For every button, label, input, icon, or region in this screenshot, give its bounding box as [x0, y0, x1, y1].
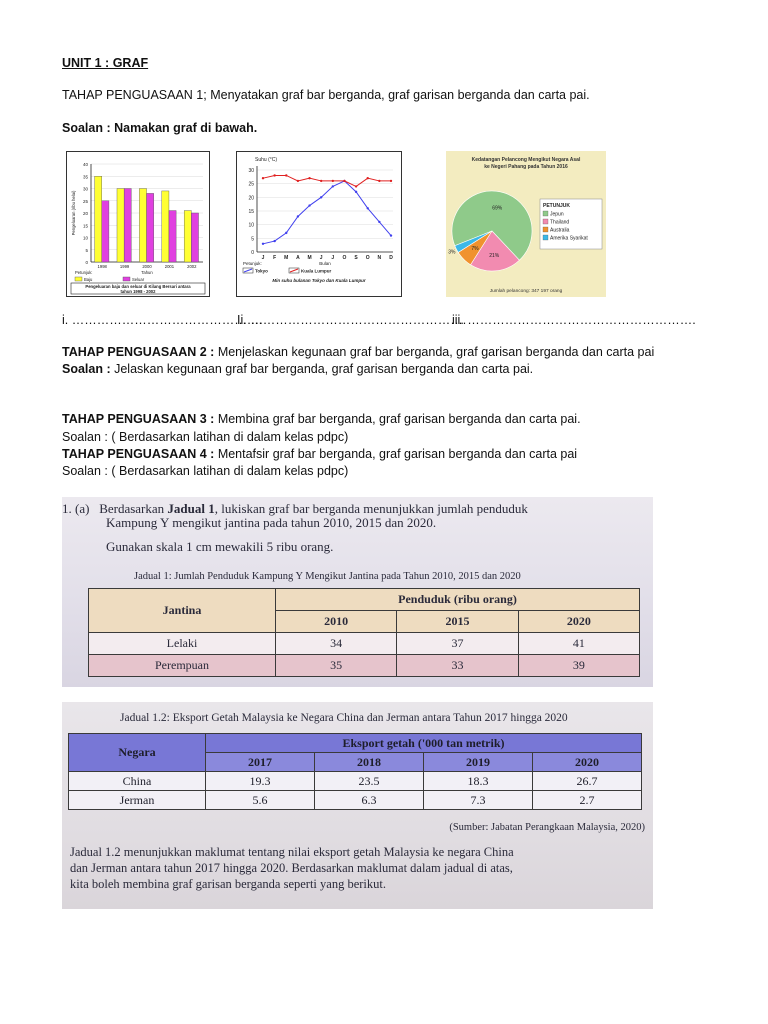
table-row: [69, 772, 642, 791]
series-line-tokyo: [263, 181, 391, 244]
photo2-row0-v3: 26.7: [533, 772, 642, 791]
data-point: [320, 180, 322, 182]
photo2-year-0: 2017: [206, 753, 315, 772]
y-tick-label: 25: [248, 181, 254, 188]
answer-i: i. ……………………………………….: [62, 313, 263, 327]
bar-baju: [117, 189, 124, 263]
photo2-row1-v2: 7.3: [424, 791, 533, 810]
data-point: [273, 240, 275, 242]
photo1-row1-label: Perempuan: [89, 655, 276, 677]
tp4-desc: Mentafsir graf bar berganda, graf garisan berganda dan carta pai: [214, 447, 578, 461]
answer-ii: Ii. …………………………………………….: [237, 313, 467, 327]
x-tick-label: O: [342, 255, 347, 261]
photo1-q-text-a: Berdasarkan: [99, 501, 168, 516]
pie-slice-label: 3%: [448, 249, 456, 256]
line-chart-figure: [236, 151, 402, 297]
data-point: [355, 185, 357, 187]
photo2-year-2: 2019: [424, 753, 533, 772]
data-point: [262, 177, 264, 179]
tp2-label: TAHAP PENGUASAAN 2 :: [62, 345, 215, 359]
unit-title: UNIT 1 : GRAF: [62, 56, 149, 70]
data-point: [367, 207, 369, 209]
y-tick-label: 20: [82, 211, 88, 216]
legend-entry: Thailand: [550, 219, 570, 226]
legend-swatch: [123, 277, 130, 281]
x-tick-label: M: [307, 255, 312, 261]
tp2-q-label: Soalan :: [62, 362, 111, 376]
data-point: [332, 180, 334, 182]
photo-question-2: [62, 702, 653, 909]
photo2-col-header: Eksport getah ('000 tan metrik): [206, 734, 642, 753]
x-tick-label: M: [284, 255, 289, 261]
photo1-col-group: Jantina: [89, 589, 276, 633]
photo1-row0-v2: 41: [518, 633, 639, 655]
answer-iii: iii. ……………………………………………….: [452, 313, 696, 327]
photo1-row0-v0: 34: [276, 633, 397, 655]
line-chart: [237, 152, 401, 296]
photo2-row0-v0: 19.3: [206, 772, 315, 791]
photo2-row1-label: Jerman: [69, 791, 206, 810]
x-axis-label: Bulan: [319, 261, 331, 266]
y-axis-label: Pengeluaran (ribu helai): [71, 190, 76, 236]
bar-seluar: [191, 213, 198, 262]
y-tick-label: 10: [248, 222, 254, 229]
legend-entry: Australia: [550, 227, 570, 234]
y-tick-label: 25: [82, 198, 88, 204]
photo2-col-group: Negara: [69, 734, 206, 772]
photo2-table-title: Jadual 1.2: Eksport Getah Malaysia ke Negara China dan Jerman antara Tahun 2017 hingga 2020: [120, 712, 568, 724]
tp3-label: TAHAP PENGUASAAN 3 :: [62, 412, 215, 426]
data-point: [378, 221, 380, 223]
photo2-year-3: 2020: [533, 753, 642, 772]
photo2-row0-v1: 23.5: [315, 772, 424, 791]
data-point: [332, 185, 334, 187]
legend-entry: Seluar: [132, 277, 145, 282]
bar-chart-figure: [66, 151, 210, 297]
legend-entry: Baju: [84, 277, 93, 282]
data-point: [378, 180, 380, 182]
pie-slice-label: 7%: [471, 245, 479, 252]
chart-caption: Min suhu bulanan Tokyo dan Kuala Lumpur: [272, 278, 366, 283]
photo1-row1-v1: 33: [397, 655, 518, 677]
x-tick-label: 2001: [164, 264, 175, 269]
legend-label: Petunjuk:: [75, 270, 93, 275]
x-tick-label: N: [377, 255, 382, 261]
y-tick-label: 15: [82, 223, 88, 229]
photo1-row0-v1: 37: [397, 633, 518, 655]
legend-swatch: [75, 277, 82, 281]
tp2-question: [62, 362, 533, 376]
x-tick-label: J: [261, 255, 265, 261]
y-tick-label: 20: [248, 195, 254, 202]
bar-baju: [162, 191, 169, 262]
table-row: [69, 791, 642, 810]
data-point: [308, 177, 310, 179]
legend-entry: Amerika Syarikat: [550, 235, 588, 242]
photo2-row1-v3: 2.7: [533, 791, 642, 810]
photo2-source: (Sumber: Jabatan Perangkaan Malaysia, 2020): [449, 822, 645, 833]
data-point: [285, 174, 287, 176]
tp3-question: Soalan : ( Berdasarkan latihan di dalam kelas pdpc): [62, 430, 349, 444]
data-point: [262, 243, 264, 245]
tp4-label: TAHAP PENGUASAAN 4 :: [62, 447, 215, 461]
photo1-year-0: 2010: [276, 611, 397, 633]
photo1-q-num: 1. (a): [62, 501, 90, 516]
legend-label: Petunjuk:: [243, 261, 262, 266]
pie-title-line1: Kedatangan Pelancong Mengikut Negara Asal: [471, 157, 581, 163]
legend-entry: Tokyo: [255, 268, 268, 274]
legend-entry: Kuala Lumpur: [301, 268, 332, 274]
tp1-question: Soalan : Namakan graf di bawah.: [62, 121, 258, 135]
data-point: [308, 204, 310, 206]
pie-slice-label: 21%: [489, 252, 500, 259]
data-point: [343, 180, 345, 182]
pie-chart: [446, 151, 606, 297]
y-tick-label: 0: [251, 250, 254, 256]
x-tick-label: 2002: [187, 264, 197, 269]
y-tick-label: 15: [248, 209, 254, 215]
photo2-row1-v1: 6.3: [315, 791, 424, 810]
data-point: [367, 177, 369, 179]
photo2-row0-v2: 18.3: [424, 772, 533, 791]
data-point: [285, 232, 287, 234]
photo1-table: [88, 588, 640, 677]
bar-chart: [67, 152, 209, 296]
table-row: [89, 633, 640, 655]
legend-swatch: [543, 235, 548, 240]
legend-swatch: [543, 219, 548, 224]
photo1-year-1: 2015: [397, 611, 518, 633]
photo1-year-2: 2020: [518, 611, 639, 633]
tp4-line: [62, 447, 577, 461]
bar-seluar: [124, 189, 131, 263]
tp4-question: Soalan : ( Berdasarkan latihan di dalam kelas pdpc): [62, 464, 349, 478]
photo2-table: [68, 733, 642, 810]
bar-baju: [184, 211, 191, 262]
tp3-desc: Membina graf bar berganda, graf garisan berganda dan carta pai.: [214, 412, 581, 426]
data-point: [297, 215, 299, 217]
photo2-para-1: Jadual 1.2 menunjukkan maklumat tentang nilai eksport getah Malaysia ke negara China: [70, 845, 514, 859]
tp3-line: [62, 412, 581, 426]
photo1-col-header: Penduduk (ribu orang): [276, 589, 640, 611]
y-tick-label: 30: [248, 168, 254, 174]
photo1-row0-label: Lelaki: [89, 633, 276, 655]
tp1-line: [62, 88, 590, 102]
x-tick-label: 1999: [119, 264, 130, 269]
x-tick-label: 1998: [97, 264, 107, 269]
x-tick-label: 2000: [142, 264, 152, 269]
x-tick-label: S: [354, 255, 358, 261]
data-point: [390, 234, 392, 236]
pie-slice-label: 69%: [492, 205, 503, 212]
pie-chart-figure: [446, 151, 606, 297]
legend-swatch: [543, 211, 548, 216]
table-row: [89, 655, 640, 677]
photo1-q-line2: Kampung Y mengikut jantina pada tahun 2010, 2015 dan 2020.: [106, 515, 437, 530]
photo1-row1-v0: 35: [276, 655, 397, 677]
bar-baju: [95, 176, 102, 262]
y-tick-label: 5: [85, 247, 88, 253]
bar-seluar: [169, 211, 176, 262]
photo-question-1: [62, 497, 653, 687]
photo1-row1-v2: 39: [518, 655, 639, 677]
pie-footer: Jumlah pelancong: 347 197 orang: [489, 289, 563, 294]
x-tick-label: D: [389, 255, 393, 261]
photo2-row0-label: China: [69, 772, 206, 791]
tp2-desc: Menjelaskan kegunaan graf bar berganda, graf garisan berganda dan carta pai: [214, 345, 655, 359]
data-point: [297, 180, 299, 182]
series-line-kuala-lumpur: [263, 175, 391, 186]
y-axis-label: Suhu (°C): [255, 157, 278, 163]
bar-baju: [139, 189, 146, 263]
legend-swatch: [543, 227, 548, 232]
bar-seluar: [147, 193, 154, 262]
y-tick-label: 30: [82, 186, 88, 192]
photo1-table-title: Jadual 1: Jumlah Penduduk Kampung Y Mengikut Jantina pada Tahun 2010, 2015 dan 2020: [134, 571, 521, 582]
caption-line: tahun 1998 - 2002: [120, 289, 156, 294]
caption-line: Pengeluaran baju dan seluar di Kilang Bersari antara: [85, 284, 191, 289]
pie-title-line2: ke Negeri Pahang pada Tahun 2016: [484, 164, 568, 170]
x-tick-label: O: [365, 255, 370, 261]
data-point: [355, 191, 357, 193]
bar-seluar: [102, 201, 109, 262]
legend-entry: Jepun: [550, 211, 564, 218]
y-tick-label: 5: [251, 236, 254, 243]
x-tick-label: A: [296, 255, 300, 261]
x-tick-label: J: [319, 255, 323, 261]
photo2-year-1: 2018: [315, 753, 424, 772]
photo2-para-2: dan Jerman antara tahun 2017 hingga 2020. Berdasarkan maklumat dalam jadual di atas,: [70, 861, 513, 875]
y-tick-label: 10: [82, 235, 88, 241]
photo2-paragraph: [70, 844, 514, 892]
x-axis-label: Tahun: [141, 270, 153, 275]
data-point: [273, 174, 275, 176]
tp1-desc: Menyatakan graf bar berganda, graf garisan berganda dan carta pai.: [206, 88, 590, 102]
y-tick-label: 35: [82, 174, 88, 180]
photo2-row1-v0: 5.6: [206, 791, 315, 810]
tp1-label: TAHAP PENGUASAAN 1;: [62, 88, 207, 102]
data-point: [320, 196, 322, 198]
legend-title: PETUNJUK: [543, 203, 570, 209]
photo1-q-line3: Gunakan skala 1 cm mewakili 5 ribu orang.: [106, 539, 334, 554]
photo1-q-text-c: , lukiskan graf bar berganda menunjukkan jumlah penduduk: [214, 501, 528, 516]
photo2-para-3: kita boleh membina graf garisan berganda seperti yang berikut.: [70, 877, 386, 891]
tp2-q-text: Jelaskan kegunaan graf bar berganda, graf garisan berganda dan carta pai.: [110, 362, 534, 376]
x-tick-label: F: [273, 255, 277, 261]
x-tick-label: J: [331, 255, 335, 261]
tp2-line: [62, 345, 654, 359]
data-point: [390, 180, 392, 182]
y-tick-label: 40: [82, 162, 88, 167]
photo1-q-jadual: Jadual 1: [167, 501, 215, 516]
y-tick-label: 0: [85, 260, 88, 265]
